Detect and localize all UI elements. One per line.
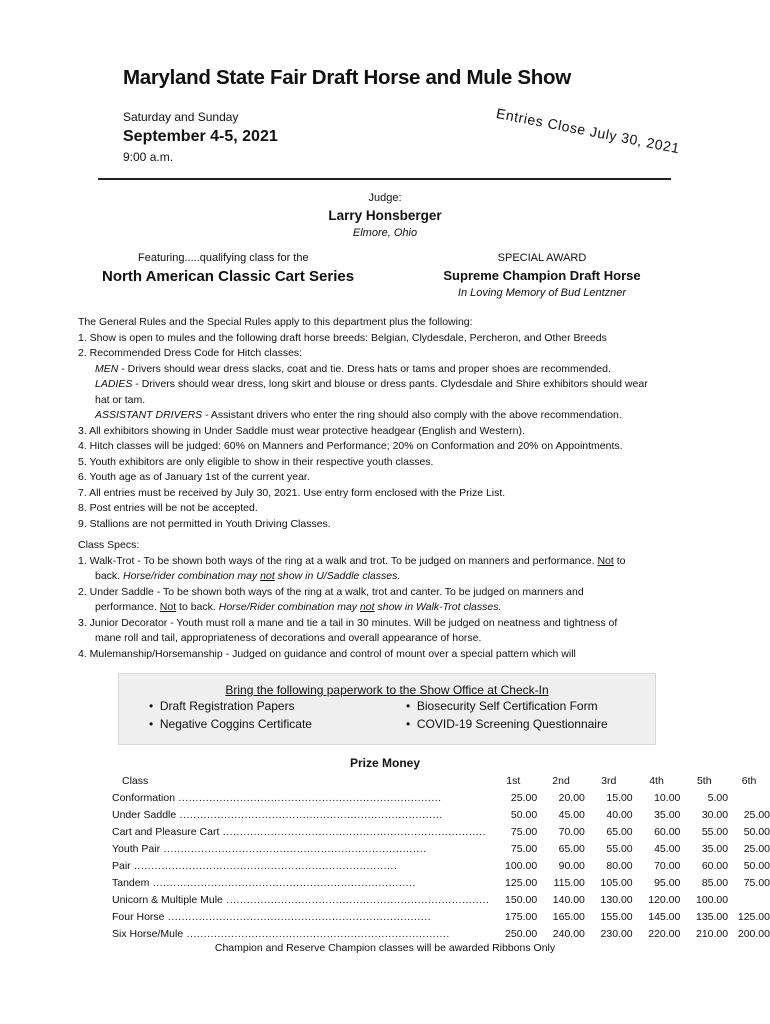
prize-row bbox=[112, 891, 770, 908]
prize-money-table bbox=[112, 772, 770, 942]
special-award-name: Supreme Champion Draft Horse bbox=[443, 268, 641, 283]
prize-amount: 175.00 bbox=[505, 910, 538, 923]
paperwork-title: Bring the following paperwork to the Show Office at Check-In bbox=[225, 683, 549, 697]
spec-item: 3. Junior Decorator - Youth must roll a mane and tie a tail in 30 minutes. Will be judged on neatness and tightness of bbox=[78, 616, 618, 629]
prize-amount: 65.00 bbox=[558, 842, 585, 855]
prize-footer-note: Champion and Reserve Champion classes will be awarded Ribbons Only bbox=[214, 942, 556, 954]
col-header: 3rd bbox=[601, 774, 617, 787]
prize-amount bbox=[728, 891, 770, 908]
col-header: 4th bbox=[649, 774, 664, 787]
spec-item-cont: mane roll and tail, appropriateness of decorations and overall appearance of horse. bbox=[95, 632, 482, 644]
judge-label: Judge: bbox=[368, 192, 402, 204]
show-dates: September 4-5, 2021 bbox=[123, 128, 278, 145]
bullet-icon: • bbox=[406, 699, 411, 713]
featuring-label: Featuring.....qualifying class for the bbox=[138, 252, 309, 264]
prize-amount: 35.00 bbox=[654, 808, 681, 821]
prize-amount: 60.00 bbox=[654, 825, 681, 838]
prize-class-name: Conformation ............................................................................. bbox=[112, 791, 442, 804]
prize-amount bbox=[728, 789, 770, 806]
prize-amount: 165.00 bbox=[552, 910, 585, 923]
prize-amount: 50.00 bbox=[743, 825, 770, 838]
prize-amount: 30.00 bbox=[701, 808, 729, 821]
prize-class-name: Under Saddle ............................................................................. bbox=[112, 808, 443, 821]
col-header: Class bbox=[122, 774, 149, 787]
prize-amount: 240.00 bbox=[552, 927, 585, 940]
prize-row bbox=[112, 806, 770, 823]
prize-amount: 75.00 bbox=[743, 876, 770, 889]
prize-amount: 35.00 bbox=[701, 842, 729, 855]
prize-row bbox=[112, 823, 770, 840]
spec-item: 2. Under Saddle - To be shown both ways of the ring at a walk, trot and canter. To be judged on manners and bbox=[78, 585, 584, 598]
rule-item: 3. All exhibitors showing in Under Saddle must wear protective headgear (English and Western). bbox=[78, 424, 525, 437]
prize-amount: 45.00 bbox=[558, 808, 585, 821]
spec-item: 1. Walk-Trot - To be shown both ways of the ring at a walk and trot. To be judged on manners and performance. Not to bbox=[78, 554, 626, 567]
col-header: 6th bbox=[741, 774, 757, 787]
prize-amount: 70.00 bbox=[654, 859, 681, 872]
prize-amount: 120.00 bbox=[648, 893, 681, 906]
prize-amount: 155.00 bbox=[600, 910, 633, 923]
entries-close-stamp: Entries Close July 30, 2021 bbox=[494, 105, 682, 157]
prize-amount: 220.00 bbox=[648, 927, 681, 940]
rule-item: 7. All entries must be received by July 30, 2021. Use entry form enclosed with the Prize List. bbox=[78, 486, 506, 499]
spec-item-cont: back. Horse/rider combination may not show in U/Saddle classes. bbox=[95, 570, 401, 582]
prize-amount: 55.00 bbox=[606, 842, 633, 855]
paperwork-item: • Biosecurity Self Certification Form bbox=[406, 699, 598, 713]
prize-class-name: Youth Pair ............................................................................. bbox=[112, 842, 427, 855]
prize-class-name: Four Horse ............................................................................. bbox=[112, 910, 432, 923]
col-header: 5th bbox=[696, 774, 712, 787]
dress-code-ladies-cont: hat or tam. bbox=[95, 393, 146, 406]
rules-intro: The General Rules and the Special Rules apply to this department plus the following: bbox=[78, 316, 473, 328]
prize-amount: 145.00 bbox=[648, 910, 681, 923]
rule-item: 6. Youth age as of January 1st of the current year. bbox=[78, 471, 310, 483]
dress-code-ladies: LADIES - Drivers should wear dress, long skirt and blouse or dress pants. Clydesdale and Shire exhibitors should wear bbox=[95, 378, 648, 390]
prize-amount: 90.00 bbox=[558, 859, 585, 872]
paperwork-box bbox=[118, 673, 656, 745]
prize-amount: 25.00 bbox=[743, 808, 770, 821]
judge-name: Larry Honsberger bbox=[328, 208, 442, 223]
prize-amount: 210.00 bbox=[695, 927, 729, 940]
prize-amount: 100.00 bbox=[695, 893, 729, 906]
bullet-icon: • bbox=[406, 717, 411, 731]
rule-item: 9. Stallions are not permitted in Youth Driving Classes. bbox=[78, 517, 331, 530]
prize-amount: 125.00 bbox=[737, 910, 770, 923]
prize-amount: 5.00 bbox=[707, 791, 729, 804]
prize-amount: 50.00 bbox=[510, 808, 538, 821]
prize-amount: 150.00 bbox=[505, 893, 538, 906]
judge-location: Elmore, Ohio bbox=[352, 227, 418, 239]
rule-item: 4. Hitch classes will be judged: 60% on Manners and Performance; 20% on Conformation and 20% on Appointments. bbox=[78, 440, 623, 452]
prize-amount: 65.00 bbox=[606, 825, 633, 838]
prize-amount: 140.00 bbox=[552, 893, 585, 906]
prize-amount: 135.00 bbox=[695, 910, 729, 923]
prize-row bbox=[112, 925, 770, 942]
prize-amount: 130.00 bbox=[600, 893, 633, 906]
prize-amount: 20.00 bbox=[558, 791, 585, 804]
prize-amount: 25.00 bbox=[510, 791, 538, 804]
paperwork-item: • COVID-19 Screening Questionnaire bbox=[406, 717, 608, 731]
prize-amount: 75.00 bbox=[510, 825, 538, 838]
col-header: 1st bbox=[506, 774, 521, 787]
prize-class-name: Six Horse/Mule ............................................................................. bbox=[112, 927, 450, 940]
col-header: 2nd bbox=[552, 774, 570, 787]
prize-amount: 50.00 bbox=[743, 859, 770, 872]
prize-row bbox=[112, 857, 770, 874]
class-specs-label: Class Specs: bbox=[78, 539, 140, 551]
prize-amount: 15.00 bbox=[606, 791, 633, 804]
prize-amount: 200.00 bbox=[737, 927, 770, 940]
prize-amount: 25.00 bbox=[743, 842, 770, 855]
prize-amount: 40.00 bbox=[606, 808, 633, 821]
prize-class-name: Unicorn & Multiple Mule ............................................................................. bbox=[112, 893, 490, 906]
prize-row bbox=[112, 874, 770, 891]
prize-row bbox=[112, 908, 770, 925]
dress-code-men: MEN - Drivers should wear dress slacks, coat and tie. Dress hats or tams and proper shoes are recommended. bbox=[95, 362, 611, 375]
special-award-memory: In Loving Memory of Bud Lentzner bbox=[457, 287, 627, 299]
bullet-icon: • bbox=[149, 699, 154, 713]
prize-header-row bbox=[112, 772, 770, 789]
page-title: Maryland State Fair Draft Horse and Mule Show bbox=[123, 66, 571, 89]
prize-class-name: Cart and Pleasure Cart ............................................................................. bbox=[112, 825, 486, 838]
bullet-icon: • bbox=[149, 717, 154, 731]
prize-class-name: Pair ............................................................................. bbox=[112, 859, 398, 872]
prize-amount: 55.00 bbox=[701, 825, 729, 838]
rule-item: 8. Post entries will be not be accepted. bbox=[78, 502, 258, 514]
rule-item: 2. Recommended Dress Code for Hitch classes: bbox=[78, 347, 303, 359]
prize-amount: 105.00 bbox=[600, 876, 633, 889]
rule-item: 1. Show is open to mules and the following draft horse breeds: Belgian, Clydesdale, Percheron, and Other Breeds bbox=[78, 331, 607, 344]
prize-class-name: Tandem ............................................................................. bbox=[112, 876, 416, 889]
prize-amount: 95.00 bbox=[654, 876, 681, 889]
prize-amount: 250.00 bbox=[505, 927, 538, 940]
featured-series: North American Classic Cart Series bbox=[102, 268, 355, 285]
spec-item: 4. Mulemanship/Horsemanship - Judged on guidance and control of mount over a special pattern which will bbox=[78, 647, 576, 660]
special-award-label: SPECIAL AWARD bbox=[497, 252, 587, 264]
prize-row bbox=[112, 789, 770, 806]
header-divider bbox=[98, 178, 671, 180]
prize-amount: 75.00 bbox=[510, 842, 538, 855]
prize-amount: 85.00 bbox=[701, 876, 729, 889]
prize-amount: 230.00 bbox=[600, 927, 633, 940]
show-days: Saturday and Sunday bbox=[123, 110, 239, 124]
prize-amount: 10.00 bbox=[654, 791, 681, 804]
paperwork-item: • Draft Registration Papers bbox=[149, 699, 295, 713]
paperwork-item: • Negative Coggins Certificate bbox=[149, 717, 312, 731]
prize-row bbox=[112, 840, 770, 857]
rule-item: 5. Youth exhibitors are only eligible to show in their respective youth classes. bbox=[78, 455, 434, 468]
prize-money-title: Prize Money bbox=[349, 756, 421, 770]
prize-amount: 70.00 bbox=[558, 825, 585, 838]
prize-amount: 115.00 bbox=[553, 876, 585, 889]
prize-amount: 125.00 bbox=[505, 876, 538, 889]
prize-amount: 45.00 bbox=[654, 842, 681, 855]
prize-amount: 100.00 bbox=[505, 859, 538, 872]
prize-amount: 60.00 bbox=[701, 859, 729, 872]
spec-item-cont: performance. Not to back. Horse/Rider combination may not show in Walk-Trot classes. bbox=[95, 601, 502, 613]
prize-amount: 80.00 bbox=[606, 859, 633, 872]
rules-section bbox=[78, 315, 698, 662]
dress-code-assistant: ASSISTANT DRIVERS - Assistant drivers who enter the ring should also comply with the above recommendation. bbox=[95, 409, 622, 421]
show-time: 9:00 a.m. bbox=[123, 150, 174, 164]
